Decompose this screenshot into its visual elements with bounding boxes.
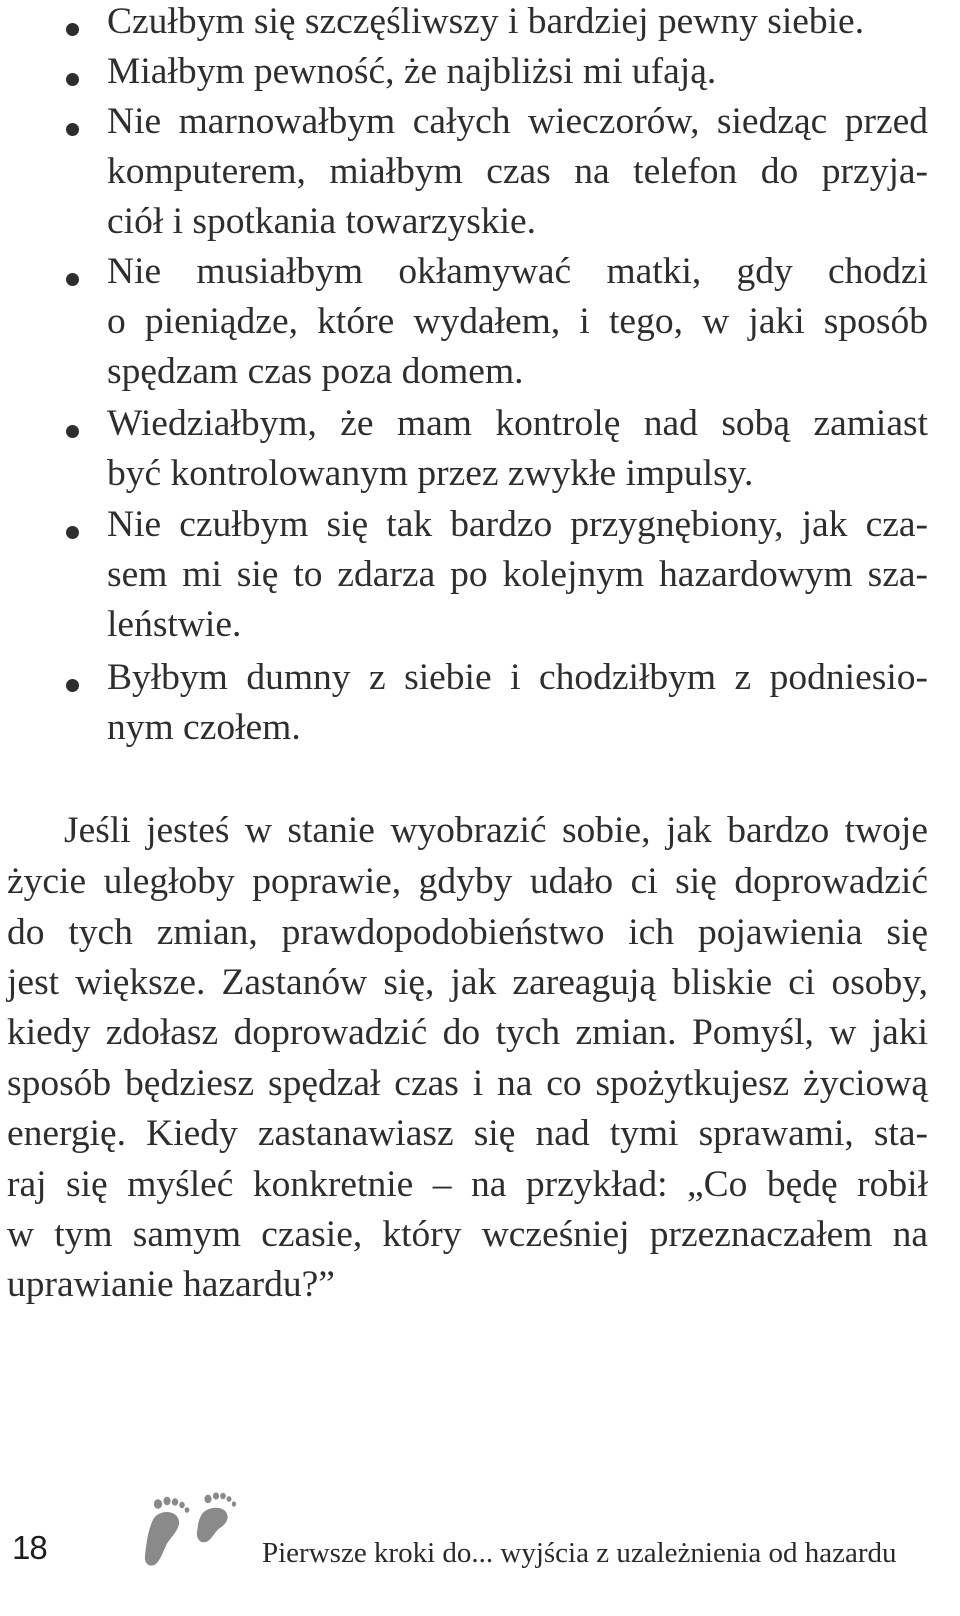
footprints-icon xyxy=(140,1488,245,1568)
bullet-text-line: o pieniądze, które wydałem, i tego, w jaki sposób xyxy=(107,301,928,342)
bullet-dot xyxy=(66,425,79,438)
bullet-text-line: leństwie. xyxy=(107,604,242,645)
bullet-dot xyxy=(66,526,79,539)
bullet-text-line: ciół i spotkania towarzyskie. xyxy=(107,201,537,242)
paragraph-line: kiedy zdołasz doprowadzić do tych zmian. Pomyśl, w jaki xyxy=(7,1012,928,1053)
bullet-text-line: Nie czułbym się tak bardzo przygnębiony, jak cza- xyxy=(107,504,928,545)
bullet-dot xyxy=(66,73,79,86)
bullet-text-line: Wiedziałbym, że mam kontrolę nad sobą zamiast xyxy=(107,403,928,444)
bullet-dot xyxy=(66,23,79,36)
bullet-text-line: być kontrolowanym przez zwykłe impulsy. xyxy=(107,453,754,494)
paragraph-line: uprawianie hazardu?” xyxy=(7,1264,335,1305)
bullet-dot xyxy=(66,123,79,136)
paragraph-line: raj się myśleć konkretnie – na przykład: „Co będę robił xyxy=(7,1164,928,1205)
paragraph-line: życie uległoby poprawie, gdyby udało ci się doprowadzić xyxy=(7,861,928,902)
bullet-text-line: Nie marnowałbym całych wieczorów, siedząc przed xyxy=(107,101,928,142)
bullet-text-line: Miałbym pewność, że najbliżsi mi ufają. xyxy=(107,51,717,92)
paragraph-line: w tym samym czasie, który wcześniej przeznaczałem na xyxy=(7,1214,928,1255)
bullet-dot xyxy=(66,679,79,692)
bullet-text-line: spędzam czas poza domem. xyxy=(107,351,524,392)
bullet-text-line: nym czołem. xyxy=(107,707,301,748)
paragraph-line: jest większe. Zastanów się, jak zareagują bliskie ci osoby, xyxy=(7,962,928,1003)
bullet-dot xyxy=(66,273,79,286)
bullet-text-line: Nie musiałbym okłamywać matki, gdy chodzi xyxy=(107,251,928,292)
bullet-text-line: Czułbym się szczęśliwszy i bardziej pewny siebie. xyxy=(107,1,865,42)
paragraph-line: do tych zmian, prawdopodobieństwo ich pojawienia się xyxy=(7,912,928,953)
page-number: 18 xyxy=(12,1529,47,1566)
paragraph-line: Jeśli jesteś w stanie wyobrazić sobie, jak bardzo twoje xyxy=(64,810,928,851)
bullet-text-line: sem mi się to zdarza po kolejnym hazardowym sza- xyxy=(107,554,928,595)
bullet-text-line: Byłbym dumny z siebie i chodziłbym z podniesio- xyxy=(107,657,928,698)
paragraph-line: energię. Kiedy zastanawiasz się nad tymi sprawami, sta- xyxy=(7,1113,928,1154)
bullet-text-line: komputerem, miałbym czas na telefon do przyja- xyxy=(107,151,928,192)
paragraph-line: sposób będziesz spędzał czas i na co spożytkujesz życiową xyxy=(7,1063,928,1104)
book-title: Pierwsze kroki do... wyjścia z uzależnienia od hazardu xyxy=(262,1537,897,1569)
